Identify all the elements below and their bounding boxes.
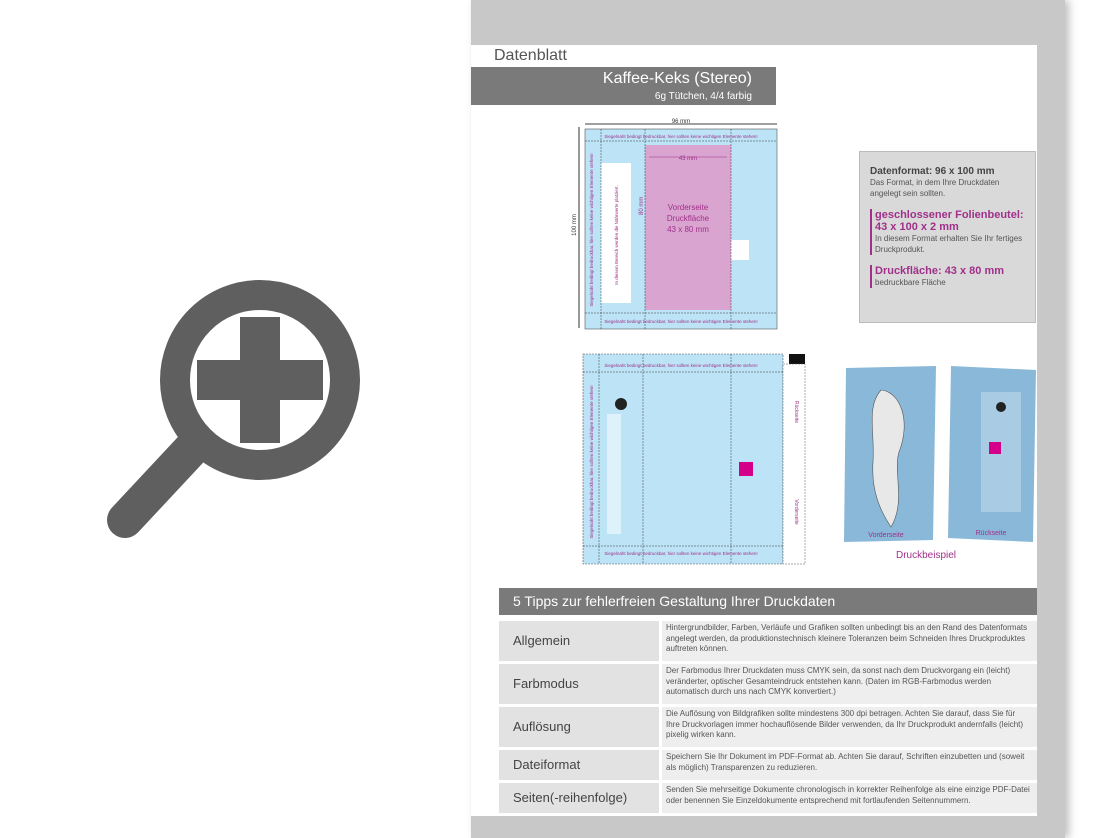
tip-row: [499, 707, 1037, 747]
example-front-label: Vorderseite: [868, 532, 904, 539]
tip-row: [499, 783, 1037, 813]
inner-height-dimension: 80 mm: [639, 196, 645, 215]
height-dimension: 100 mm: [572, 214, 578, 236]
tip-text: Hintergrundbilder, Farben, Verläufe und Grafiken sollten unbedingt bis an den Rand des Datenformats angelegt werden, da produktionstechnisch kleinere Toleranzen beim Schneiden Ihres Druckproduktes auftreten können.: [662, 621, 1037, 661]
tip-label-box: [499, 621, 659, 661]
page-footer-band: [471, 816, 1065, 838]
seam-note-bottom-2: Siegelnaht bedingt bedruckbar, hier sollten keine wichtigen Elemente stehen!: [604, 551, 758, 556]
seam-note-left: Siegelnaht bedingt bedruckbar, hier sollten keine wichtigen Elemente stehen!: [589, 153, 594, 307]
datasheet-page: [471, 0, 1065, 838]
title-bar: [471, 67, 776, 105]
tab-label: Datenblatt: [494, 47, 567, 64]
product-subtitle: 6g Tütchen, 4/4 farbig: [654, 91, 752, 102]
tip-row: [499, 664, 1037, 704]
print-title: Druckfläche: 43 x 80 mm: [875, 265, 1005, 277]
seam-note-left-2: Siegelnaht bedingt bedruckbar, hier sollten keine wichtigen Elemente stehen!: [589, 385, 594, 539]
tip-text: Die Auflösung von Bildgrafiken sollte mindestens 300 dpi betragen. Achten Sie darauf, dass Sie für Ihre Druckvorlagen immer hochauflösende Bilder verwenden, da Ihr Druckprodukt andernfalls (leicht) pixelig wirken kann.: [662, 707, 1037, 747]
tips-header-text: 5 Tipps zur fehlerfreien Gestaltung Ihrer Druckdaten: [513, 593, 836, 609]
front-subtitle: Druckfläche: [666, 214, 710, 223]
print-layout-diagram: [581, 352, 811, 570]
tip-label: Allgemein: [513, 633, 571, 648]
tip-text: Senden Sie mehrseitige Dokumente chronologisch in korrekter Reihenfolge als eine einzige PDF-Datei oder benennen Sie Einzeldokumente entsprechend mit fortlaufenden Seitennummern.: [662, 783, 1037, 813]
front-title: Vorderseite: [667, 203, 709, 212]
seam-note-top: Siegelnaht bedingt bedruckbar, hier sollten keine wichtigen Elemente stehen!: [604, 134, 758, 139]
width-dimension: 96 mm: [671, 119, 691, 125]
back-title: Rückseite: [793, 401, 799, 423]
tip-label: Dateiformat: [513, 757, 581, 772]
seam-note-top-2: Siegelnaht bedingt bedruckbar, hier sollten keine wichtigen Elemente stehen!: [604, 363, 758, 368]
tip-row: [499, 750, 1037, 780]
nutrition-area-note: In diesem Bereich werden die Nährwerte platziert.: [614, 185, 619, 285]
tip-row: [499, 621, 1037, 661]
info-box: [859, 151, 1036, 323]
tip-label: Auflösung: [513, 719, 571, 734]
page-side-band: [1037, 0, 1065, 838]
tip-label: Seiten(-reihenfolge): [513, 790, 628, 805]
tip-label-box: [499, 783, 659, 813]
bag-title: geschlossener Folienbeutel: 43 x 100 x 2 mm: [875, 209, 1024, 233]
tip-label: Farbmodus: [513, 676, 579, 691]
datasheet-tab: [471, 45, 591, 67]
bag-text: In diesem Format erhalten Sie Ihr fertiges Druckprodukt.: [875, 234, 1023, 254]
tip-label-box: [499, 750, 659, 780]
tip-label-box: [499, 707, 659, 747]
tip-label-box: [499, 664, 659, 704]
format-text: Das Format, in dem Ihre Druckdaten angelegt sein sollten.: [870, 178, 1000, 198]
front-size: 43 x 80 mm: [667, 225, 709, 234]
tip-text: Der Farbmodus Ihrer Druckdaten muss CMYK sein, da sonst nach dem Druckvorgang ein (leicht) veränderter, optischer Gesamteindruck entstehen kann. (Daten im RGB-Farbmodus werden automatisch durch uns nach CMYK konvertiert.): [662, 664, 1037, 704]
tips-header: [499, 588, 1037, 615]
inner-width-dimension: 43 mm: [678, 156, 698, 162]
tip-text: Speichern Sie Ihr Dokument im PDF-Format ab. Achten Sie darauf, Schriften einzubetten und (soweit als möglich) Transparenzen zu reduzieren.: [662, 750, 1037, 780]
front-label-small: Vorderseite: [793, 499, 799, 525]
print-text: bedruckbare Fläche: [875, 278, 946, 287]
seam-note-bottom: Siegelnaht bedingt bedruckbar, hier sollten keine wichtigen Elemente stehen!: [604, 319, 758, 324]
zoom-in-icon[interactable]: [100, 270, 370, 550]
page-header-band: [471, 0, 1065, 45]
example-caption: Druckbeispiel: [896, 550, 957, 561]
example-back-label: Rückseite: [975, 530, 1007, 537]
front-template-diagram: [571, 115, 786, 335]
format-title: Datenformat: 96 x 100 mm: [870, 166, 995, 177]
print-example-image: [841, 362, 1041, 547]
product-title: Kaffee-Keks (Stereo): [602, 70, 752, 87]
